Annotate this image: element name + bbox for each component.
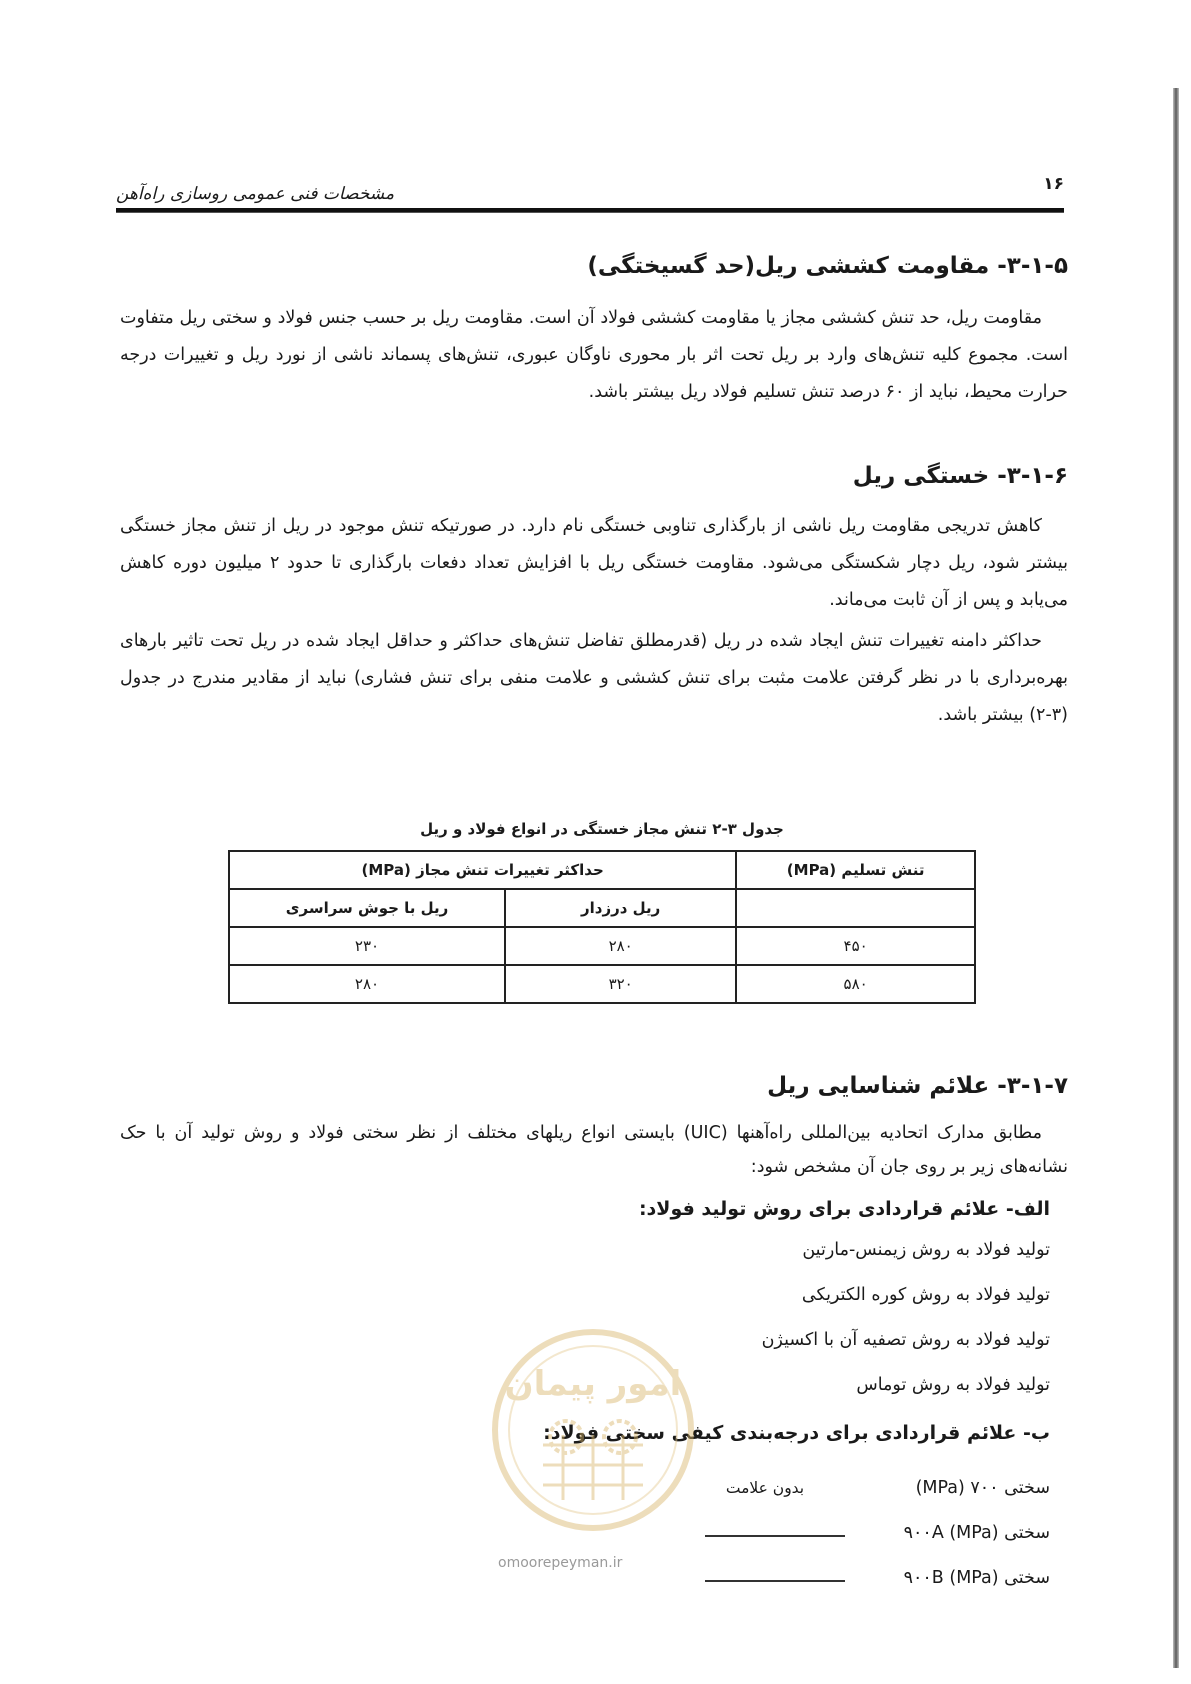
grade-mark-line <box>705 1535 845 1537</box>
section-paragraph: مقاومت ریل، حد تنش کششی مجاز یا مقاومت کششی فولاد آن است. مقاومت ریل بر حسب جنس فولاد و سختی ریل متفاوت است. مجموع کلیه تنش‌های وارد بر ریل تحت اثر بار محوری ناوگان عبوری، تنش‌های پسماند ناشی از نورد ریل و تغییرات درجه حرارت محیط، نباید از ۶۰ درصد تنش تسلیم فولاد ریل بیشتر باشد. <box>120 308 1068 403</box>
cell-jointed: ۲۸۰ <box>505 927 736 965</box>
grade-mark: بدون علامت <box>725 1478 805 1497</box>
subheading-hardness-grade: ب- علائم قراردادی برای درجه‌بندی کیفی سختی فولاد: <box>543 1422 1050 1445</box>
page-header <box>116 170 1064 216</box>
table-row <box>229 927 975 965</box>
header-max-stress-range: حداکثر تغییرات تنش مجاز (MPa) <box>229 851 736 889</box>
method-item: تولید فولاد به روش توماس <box>856 1375 1050 1396</box>
fatigue-stress-table <box>228 850 976 1004</box>
header-jointed-rail: ریل درزدار <box>505 889 736 927</box>
header-welded-rail: ریل با جوش سراسری <box>229 889 505 927</box>
section-rail-fatigue <box>120 460 1068 734</box>
grade-name: سختی ۹۰۰A (MPa) <box>903 1522 1050 1543</box>
header-empty-cell <box>736 889 975 927</box>
cell-yield: ۵۸۰ <box>736 965 975 1003</box>
page-edge-shadow <box>1173 88 1179 1668</box>
running-title: مشخصات فنی عمومی روسازی راه‌آهن <box>116 184 395 204</box>
table-subheader-row <box>229 889 975 927</box>
cell-yield: ۴۵۰ <box>736 927 975 965</box>
table-caption: جدول ۳-۲ تنش مجاز خستگی در انواع فولاد و ریل <box>420 820 784 838</box>
header-rule <box>116 208 1064 213</box>
section-heading: ۳-۱-۶- خستگی ریل <box>852 463 1068 489</box>
subheading-production-method: الف- علائم قراردادی برای روش تولید فولاد: <box>638 1198 1050 1221</box>
method-item: تولید فولاد به روش کوره الکتریکی <box>801 1285 1050 1306</box>
header-yield-stress: تنش تسلیم (MPa) <box>736 851 975 889</box>
method-item: تولید فولاد به روش تصفیه آن با اکسیژن <box>761 1330 1050 1351</box>
cell-jointed: ۳۲۰ <box>505 965 736 1003</box>
section-heading: ۳-۱-۷- علائم شناسایی ریل <box>767 1073 1068 1099</box>
section-heading: ۳-۱-۵- مقاومت کششی ریل(حد گسیختگی) <box>587 253 1068 279</box>
grade-name: سختی ۷۰۰ (MPa) <box>915 1477 1050 1498</box>
section-paragraph: کاهش تدریجی مقاومت ریل ناشی از بارگذاری تناوبی خستگی نام دارد. در صورتیکه تنش موجود در ریل از تنش مجاز خستگی بیشتر شود، ریل دچار شکستگی می‌شود. مقاومت خستگی ریل با افزایش تعداد دفعات بارگذاری تا حدود ۲ میلیون دوره کاهش می‌یابد و پس از آن ثابت می‌ماند. <box>120 516 1068 611</box>
section-paragraph: حداکثر دامنه تغییرات تنش ایجاد شده در ریل (قدرمطلق تفاضل تنش‌های حداکثر و حداقل ایجاد شده در ریل تحت تاثیر بارهای بهره‌برداری با در نظر گرفتن علامت مثبت برای تنش کششی و علامت منفی برای تنش فشاری) نباید از مقادیر مندرج در جدول (۳-۲) بیشتر باشد. <box>120 631 1068 726</box>
table-row <box>229 965 975 1003</box>
watermark-brand: امور پیمان <box>504 1364 682 1404</box>
cell-welded: ۲۳۰ <box>229 927 505 965</box>
section-tensile-strength <box>120 250 1068 411</box>
grade-mark-line <box>705 1580 845 1582</box>
watermark-url: omoorepeyman.ir <box>498 1555 623 1571</box>
cell-welded: ۲۸۰ <box>229 965 505 1003</box>
watermark-logo-icon <box>488 1325 698 1535</box>
method-item: تولید فولاد به روش زیمنس-مارتین <box>802 1240 1050 1261</box>
section-paragraph: مطابق مدارک اتحادیه بین‌المللی راه‌آهنها (UIC) بایستی انواع ریلهای مختلف از نظر سختی فولاد و روش تولید آن با حک نشانه‌های زیر بر روی جان آن مشخص شود: <box>120 1123 1068 1178</box>
table-header-row <box>229 851 975 889</box>
page-number: ۱۶ <box>1043 174 1064 194</box>
grade-name: سختی ۹۰۰B (MPa) <box>903 1567 1050 1588</box>
